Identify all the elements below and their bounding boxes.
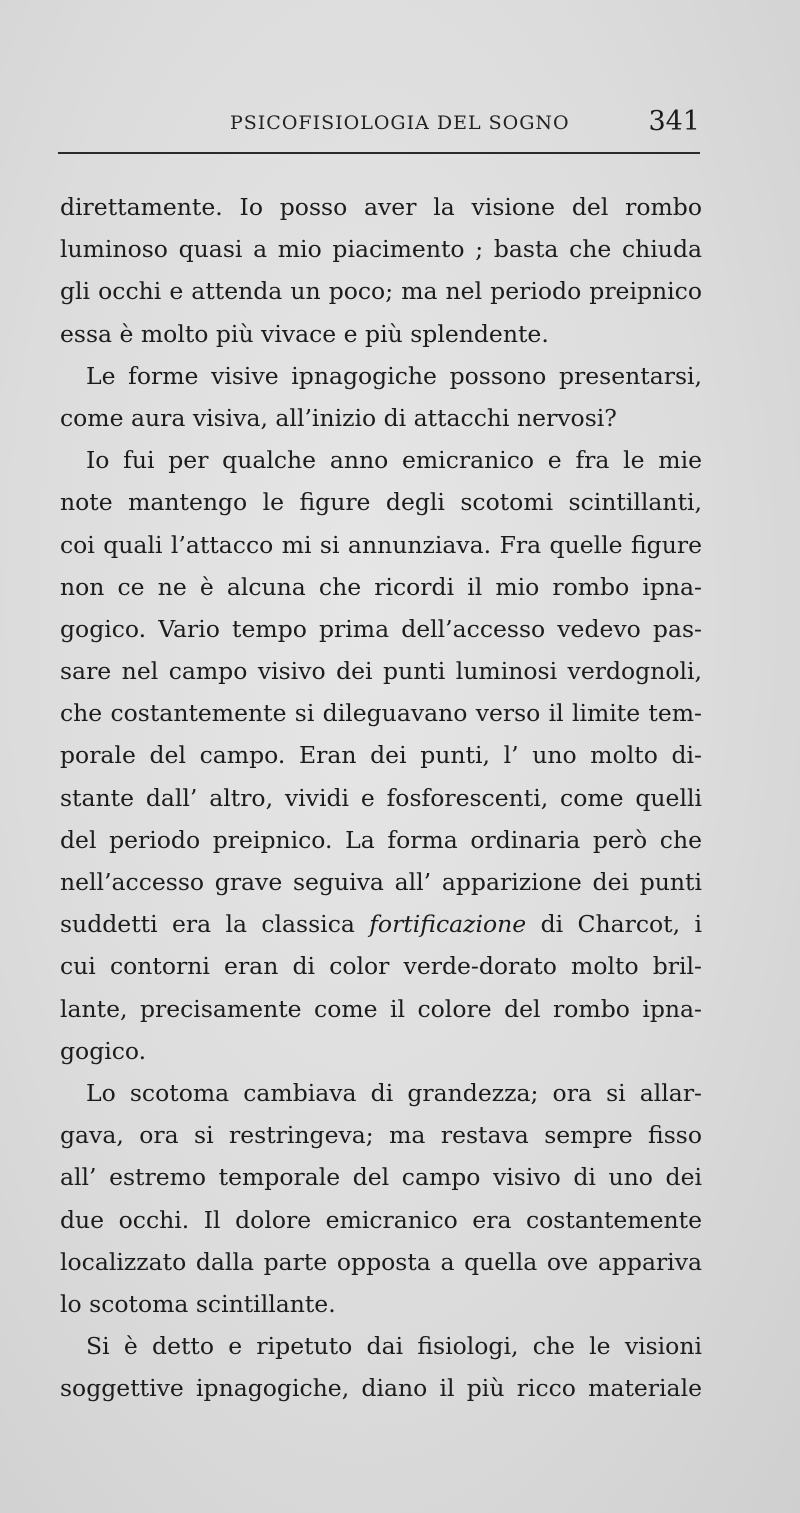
italic-term: fortificazione (369, 910, 527, 939)
text-line: lo scotoma scintillante. (60, 1289, 336, 1318)
text-line: nell’accesso grave seguiva all’ apparizione dei punti (60, 868, 702, 896)
text-line: Lo scotoma cambiava di grandezza; ora si allar- (86, 1078, 702, 1107)
text-line: porale del campo. Eran dei punti, l’ uno molto di- (60, 741, 702, 770)
text-line: del periodo preipnico. La forma ordinaria però che (60, 825, 702, 854)
text-line: Io fui per qualche anno emicranico e fra le mie (86, 446, 702, 475)
text-line: note mantengo le figure degli scotomi scintillanti, (60, 488, 702, 517)
text-line: cui contorni eran di color verde-dorato molto bril- (60, 952, 702, 981)
text-run: suddetti era la classica (60, 910, 370, 939)
text-line: direttamente. Io posso aver la visione del rombo (60, 193, 702, 221)
text-line: lante, precisamente come il colore del rombo ipna- (60, 994, 702, 1023)
text-line: gogico. (60, 1036, 147, 1065)
text-line: Si è detto e ripetuto dai fisiologi, che le visioni (86, 1332, 702, 1361)
text-line: all’ estremo temporale del campo visivo di uno dei (60, 1163, 702, 1192)
text-line: Le forme visive ipnagogiche possono presentarsi, (86, 361, 702, 390)
text-line: non ce ne è alcuna che ricordi il mio rombo ipna- (60, 572, 702, 601)
text-line: come aura visiva, all’inizio di attacchi nervosi? (60, 403, 617, 432)
text-line: gogico. Vario tempo prima dell’accesso vedevo pas- (60, 614, 702, 643)
text-line: stante dall’ altro, vividi e fosforescenti, come quelli (60, 783, 702, 812)
text-line: localizzato dalla parte opposta a quella ove appariva (60, 1247, 702, 1276)
text-line: che costantemente si dileguavano verso il limite tem- (60, 699, 702, 728)
page-header (58, 106, 700, 150)
text-line: soggettive ipnagogiche, diano il più ricco materiale (60, 1374, 702, 1403)
text-run: di Charcot, i (526, 910, 702, 939)
running-title: PSICOFISIOLOGIA DEL SOGNO (230, 112, 570, 134)
header-rule (58, 152, 700, 154)
page-number: 341 (648, 106, 700, 137)
text-line: coi quali l’attacco mi si annunziava. Fra quelle figure (60, 530, 702, 559)
text-line: essa è molto più vivace e più splendente. (60, 319, 549, 348)
text-line: due occhi. Il dolore emicranico era costantemente (60, 1205, 702, 1234)
text-line: luminoso quasi a mio piacimento ; basta che chiuda (60, 235, 702, 264)
text-line: sare nel campo visivo dei punti luminosi verdognoli, (60, 657, 702, 686)
text-line (60, 903, 702, 945)
text-line: gava, ora si restringeva; ma restava sempre fisso (60, 1121, 702, 1150)
text-line: gli occhi e attenda un poco; ma nel periodo preipnico (60, 277, 702, 306)
body-text (60, 186, 702, 1409)
